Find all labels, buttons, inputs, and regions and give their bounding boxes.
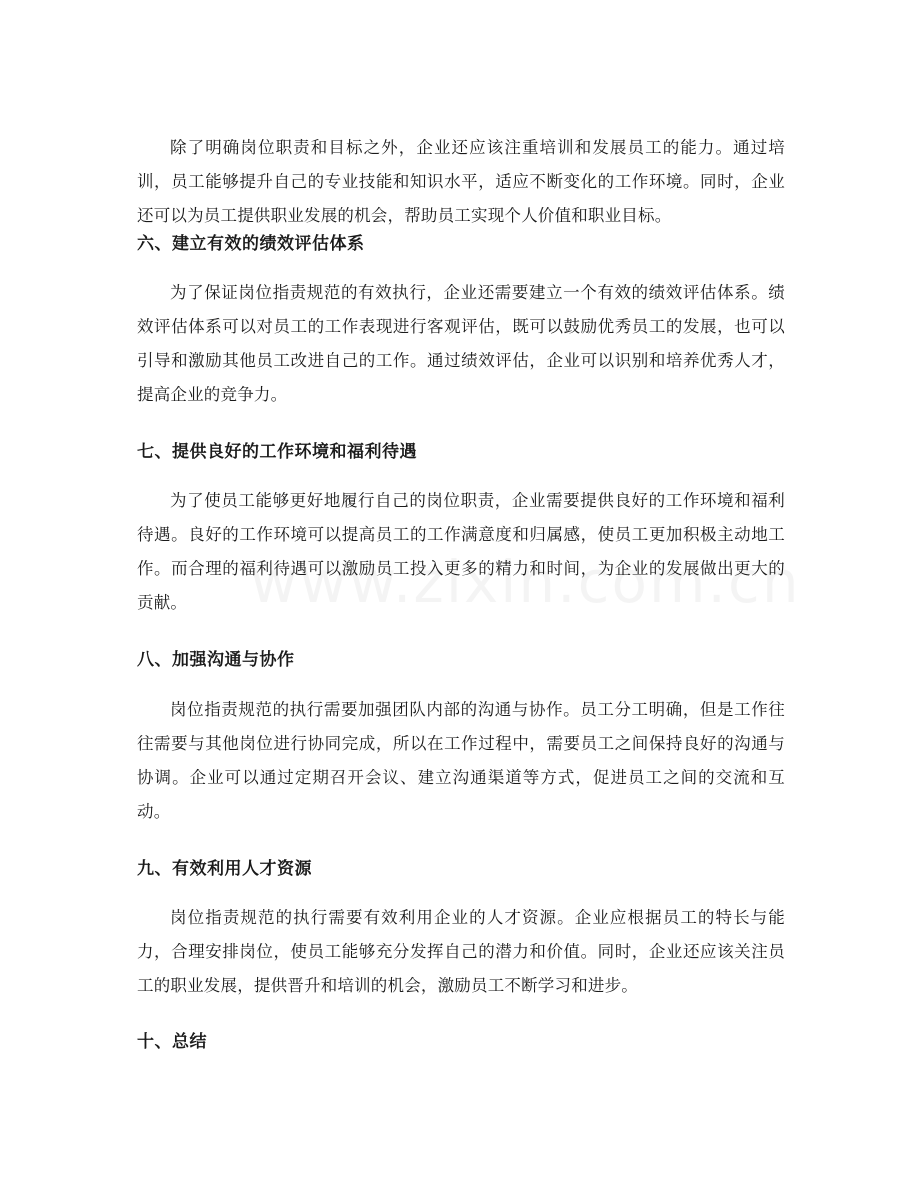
paragraph-text: 岗位指责规范的执行需要加强团队内部的沟通与协作。员工分工明确，但是工作往往需要与其他岗位进行协同完成，所以在工作过程中，需要员工之间保持良好的沟通与协调。企业可以通过定期召开会议、建立沟通渠道等方式，促进员工之间的交流和互动。 (137, 700, 785, 821)
heading-text: 七、提供良好的工作环境和福利待遇 (137, 442, 417, 462)
paragraph-section-9 (137, 901, 785, 1003)
paragraph-text: 除了明确岗位职责和目标之外，企业还应该注重培训和发展员工的能力。通过培训，员工能够提升自己的专业技能和知识水平，适应不断变化的工作环境。同时，企业还可以为员工提供职业发展的机会，帮助员工实现个人价值和职业目标。 (137, 138, 785, 225)
paragraph-section-6 (137, 276, 785, 412)
section-heading-6 (137, 232, 785, 256)
heading-text: 十、总结 (137, 1032, 207, 1052)
section-heading-9 (137, 857, 785, 881)
paragraph-text: 岗位指责规范的执行需要有效利用企业的人才资源。企业应根据员工的特长与能力，合理安排岗位，使员工能够充分发挥自己的潜力和价值。同时，企业还应该关注员工的职业发展，提供晋升和培训的机会，激励员工不断学习和进步。 (137, 908, 785, 995)
section-heading-7 (137, 440, 785, 464)
section-heading-10 (137, 1030, 785, 1054)
paragraph-text: 为了保证岗位指责规范的有效执行，企业还需要建立一个有效的绩效评估体系。绩效评估体系可以对员工的工作表现进行客观评估，既可以鼓励优秀员工的发展，也可以引导和激励其他员工改进自己的工作。通过绩效评估，企业可以识别和培养优秀人才，提高企业的竞争力。 (137, 283, 785, 404)
heading-text: 九、有效利用人才资源 (137, 859, 312, 879)
heading-text: 六、建立有效的绩效评估体系 (137, 234, 365, 254)
paragraph-section-7 (137, 484, 785, 620)
paragraph-intro (137, 131, 785, 233)
paragraph-text: 为了使员工能够更好地履行自己的岗位职责，企业需要提供良好的工作环境和福利待遇。良好的工作环境可以提高员工的工作满意度和归属感，使员工更加积极主动地工作。而合理的福利待遇可以激励员工投入更多的精力和时间，为企业的发展做出更大的贡献。 (137, 491, 785, 612)
section-heading-8 (137, 648, 785, 672)
heading-text: 八、加强沟通与协作 (137, 650, 295, 670)
paragraph-section-8 (137, 693, 785, 829)
